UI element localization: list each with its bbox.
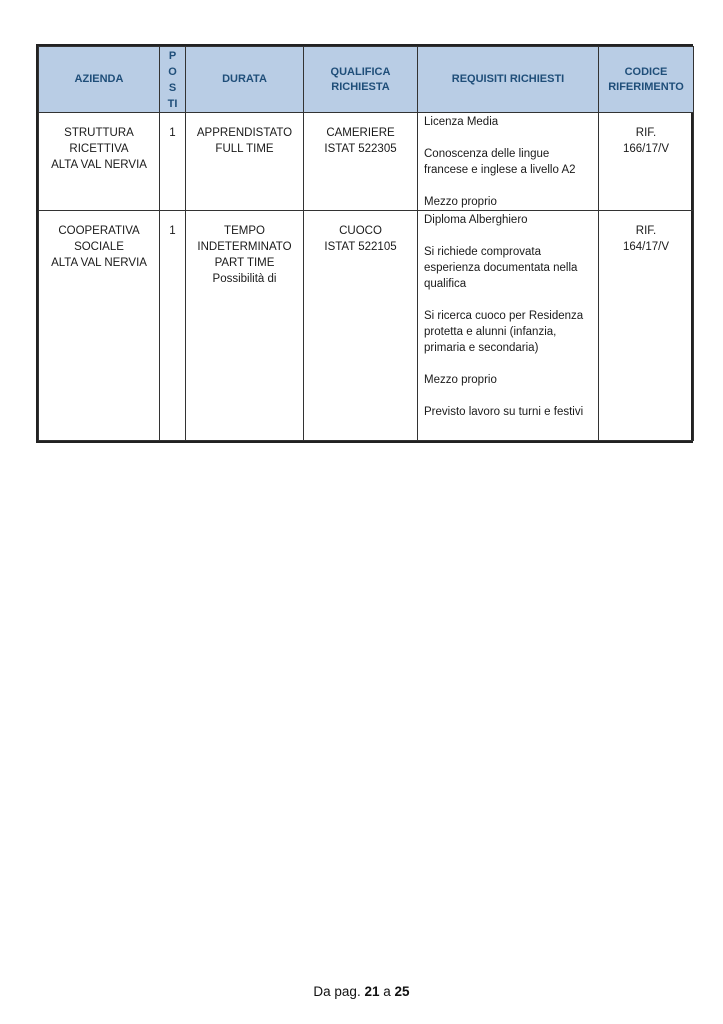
header-durata: DURATA — [186, 47, 304, 113]
qualifica-line: CAMERIERE — [326, 127, 395, 139]
requisiti-cell — [418, 211, 599, 441]
footer-prefix: Da pag. — [313, 984, 361, 999]
codice-line: RIF. — [635, 225, 657, 237]
durata-line: INDETERMINATO — [197, 241, 292, 253]
header-codice-line: CODICE — [624, 65, 668, 78]
requisito: Mezzo proprio — [424, 374, 497, 386]
header-qualifica-line: RICHIESTA — [331, 80, 390, 93]
azienda-line: SOCIALE — [74, 241, 124, 253]
requisito: Licenza Media — [424, 116, 499, 128]
azienda-line: RICETTIVA — [69, 143, 129, 155]
codice-line: 164/17/V — [622, 241, 670, 253]
qualifica-line: CUOCO — [339, 225, 382, 237]
header-qualifica — [304, 47, 418, 113]
durata-cell — [186, 211, 304, 441]
job-offers-table-frame — [36, 44, 693, 443]
header-codice — [599, 47, 694, 113]
requisito: Si richiede comprovata esperienza documentata nella qualifica — [424, 246, 578, 290]
footer-from-page: 21 — [364, 984, 380, 999]
header-posti-letter: O — [168, 65, 177, 78]
requisito: Diploma Alberghiero — [424, 214, 528, 226]
durata-line: FULL TIME — [215, 143, 274, 155]
codice-cell — [599, 113, 694, 211]
durata-line: TEMPO — [224, 225, 265, 237]
durata-line: APPRENDISTATO — [196, 127, 293, 139]
qualifica-line: ISTAT 522105 — [324, 241, 397, 253]
header-azienda: AZIENDA — [39, 47, 160, 113]
azienda-line: ALTA VAL NERVIA — [51, 159, 147, 171]
azienda-cell — [39, 113, 160, 211]
codice-cell — [599, 211, 694, 441]
job-offers-table — [38, 46, 694, 441]
azienda-line: ALTA VAL NERVIA — [51, 257, 147, 269]
requisito: Si ricerca cuoco per Residenza protetta e alunni (infanzia, primaria e secondaria) — [424, 310, 584, 354]
posti-cell: 1 — [160, 113, 186, 211]
durata-line: Possibilità di — [212, 273, 277, 285]
azienda-line: COOPERATIVA — [58, 225, 140, 237]
durata-line: PART TIME — [214, 257, 275, 269]
header-posti-letter: P — [168, 49, 177, 62]
qualifica-cell — [304, 113, 418, 211]
table-row — [39, 113, 694, 211]
header-codice-line: RIFERIMENTO — [608, 80, 684, 93]
header-posti-letter: TI — [167, 97, 178, 110]
qualifica-cell — [304, 211, 418, 441]
footer-middle: a — [383, 984, 391, 999]
requisito: Previsto lavoro su turni e festivi — [424, 406, 584, 418]
header-qualifica-line: QUALIFICA — [330, 65, 391, 78]
azienda-line: STRUTTURA — [64, 127, 134, 139]
header-row — [39, 47, 694, 113]
codice-line: RIF. — [635, 127, 657, 139]
header-posti — [160, 47, 186, 113]
durata-cell — [186, 113, 304, 211]
posti-cell: 1 — [160, 211, 186, 441]
qualifica-line: ISTAT 522305 — [324, 143, 397, 155]
header-requisiti: REQUISITI RICHIESTI — [418, 47, 599, 113]
footer-to-page: 25 — [394, 984, 410, 999]
codice-line: 166/17/V — [622, 143, 670, 155]
requisito: Mezzo proprio — [424, 196, 497, 208]
header-posti-letter: S — [168, 81, 177, 94]
requisiti-cell — [418, 113, 599, 211]
requisito: Conoscenza delle lingue francese e inglese a livello A2 — [424, 148, 576, 176]
page-range-footer — [0, 984, 723, 999]
azienda-cell — [39, 211, 160, 441]
table-row — [39, 211, 694, 441]
